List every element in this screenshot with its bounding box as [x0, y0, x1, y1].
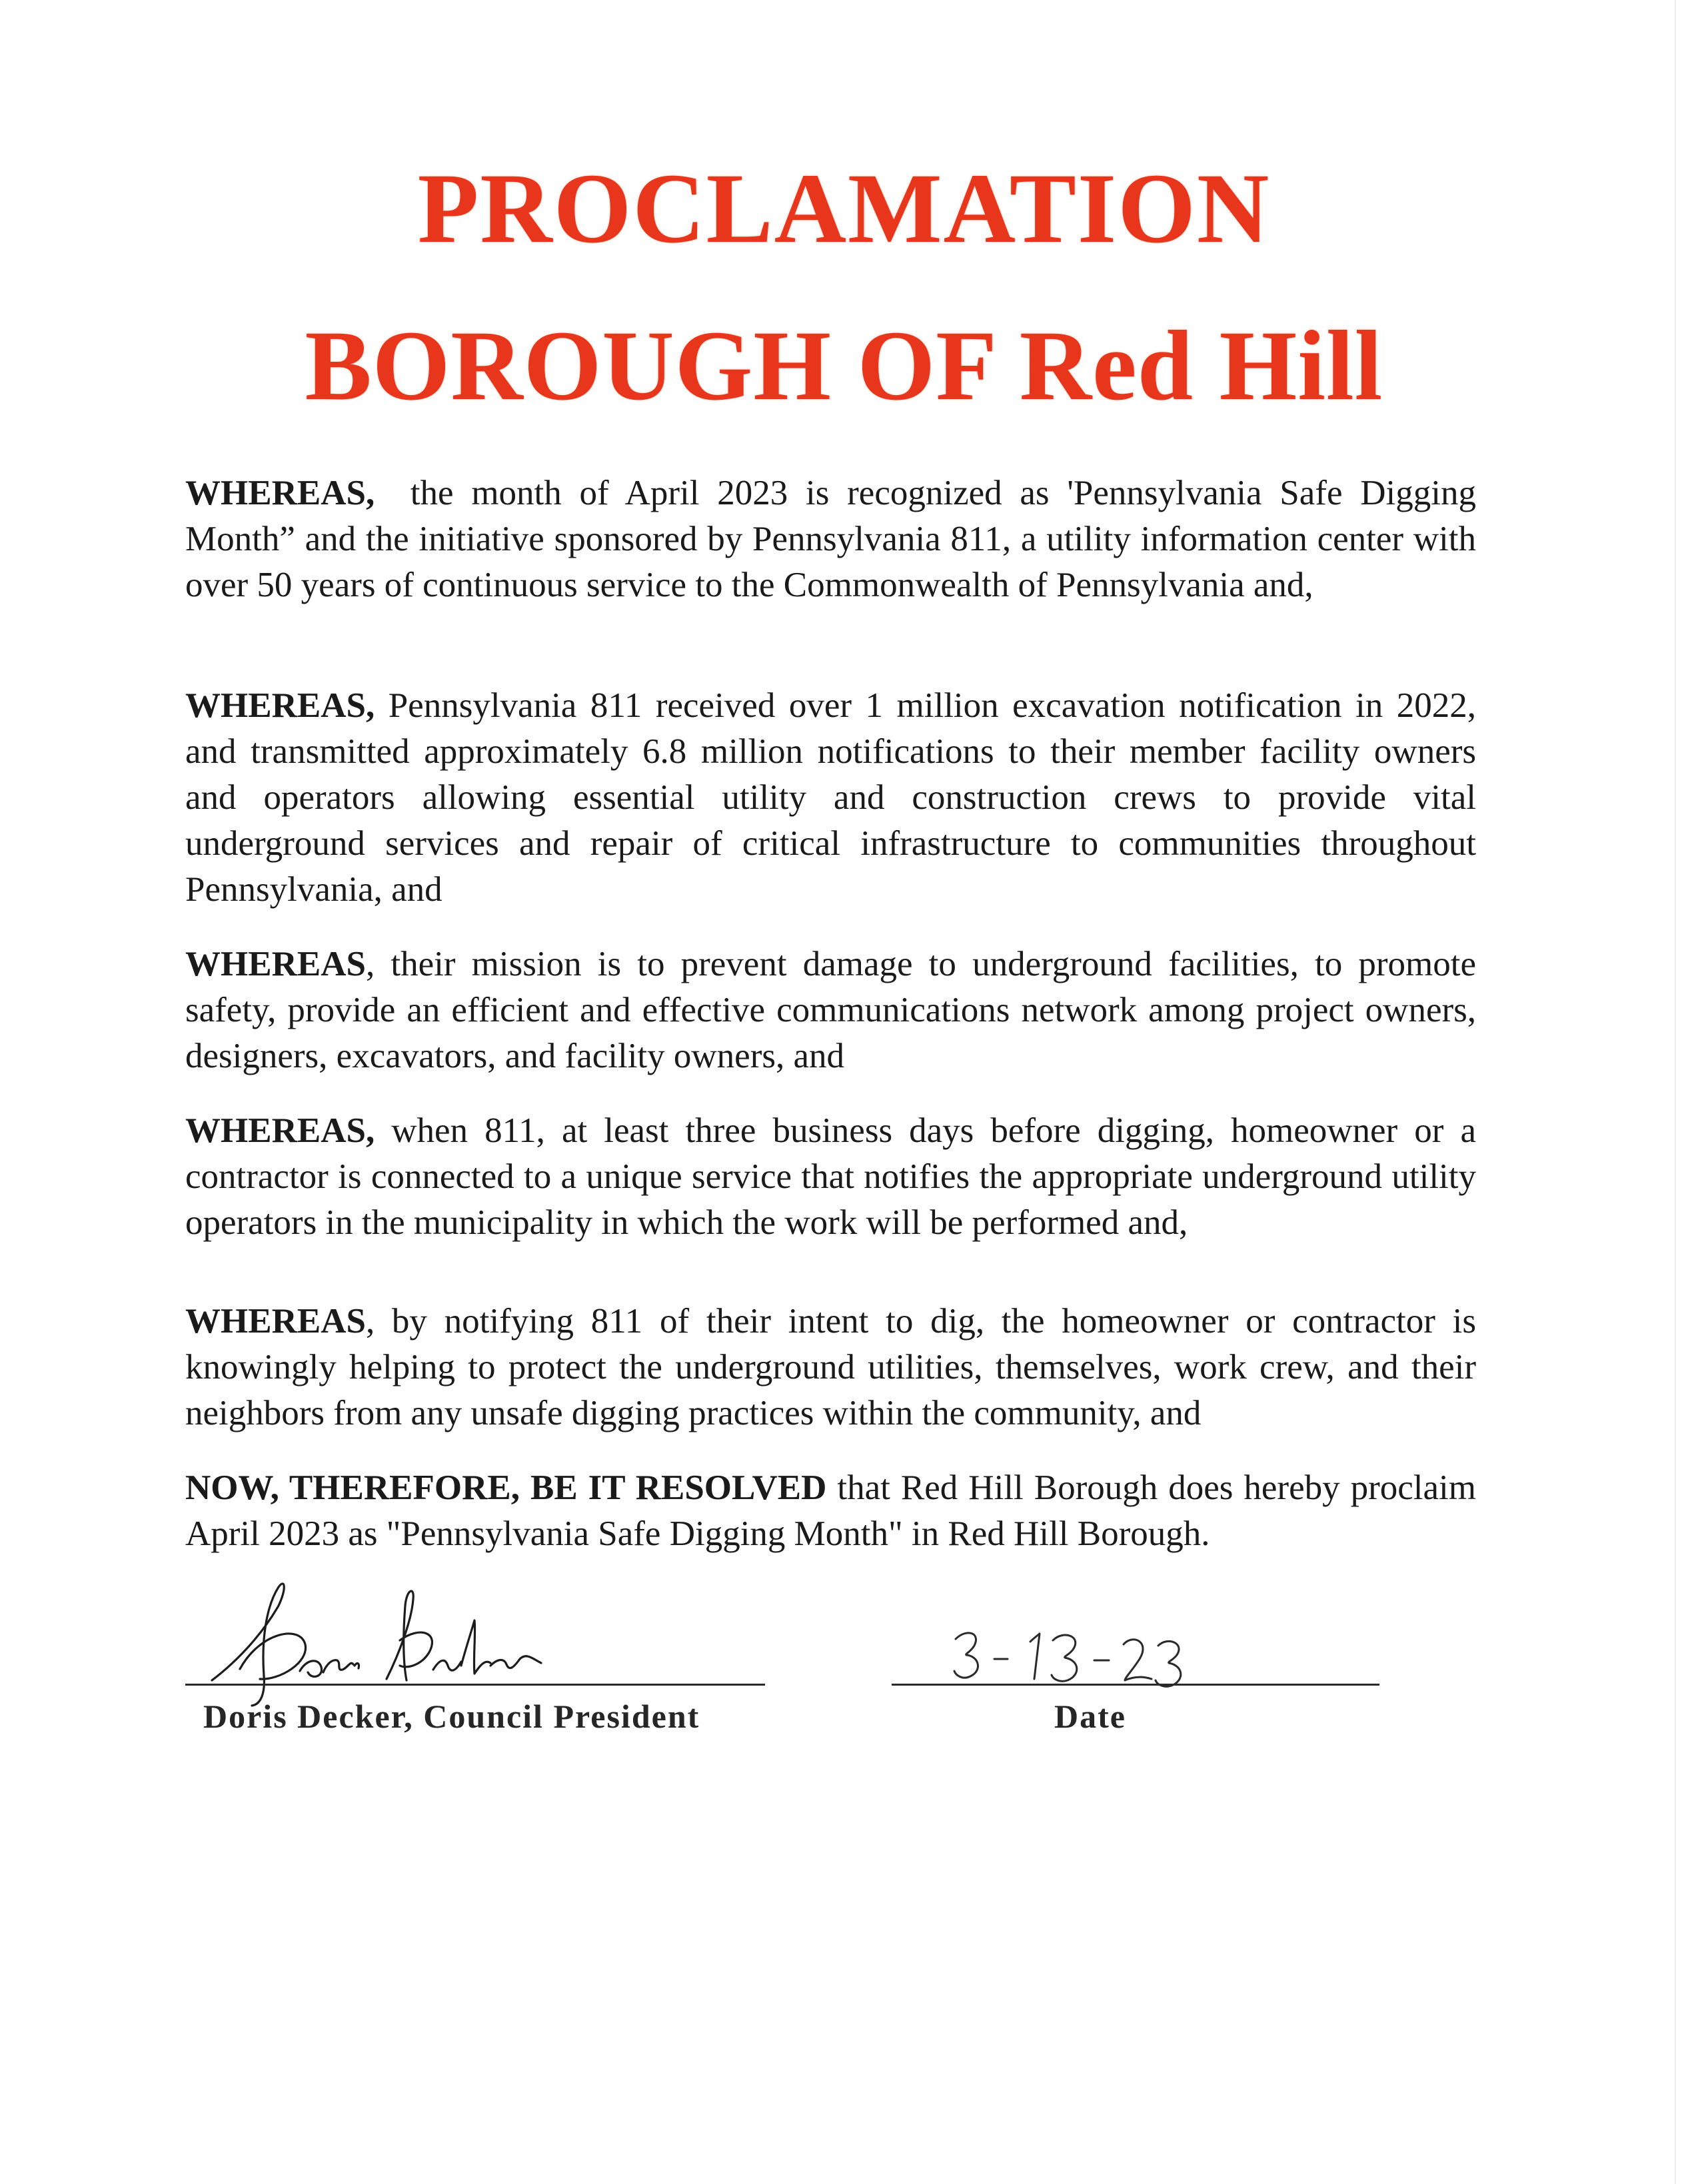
whereas-paragraph-2	[185, 683, 1485, 913]
paragraph-lead: WHEREAS,	[185, 686, 375, 725]
whereas-paragraph-3	[185, 941, 1485, 1079]
signature-line	[185, 1684, 765, 1686]
borough-title: BOROUGH OF Red Hill	[305, 310, 1383, 421]
paragraph-text: that Red Hill Borough does hereby proclaim April 2023 as "Pennsylvania Safe Digging Month" in Red Hill Borough.	[185, 1468, 1483, 1553]
signer-caption: Doris Decker, Council President	[203, 1698, 700, 1735]
proclamation-title: PROCLAMATION	[417, 153, 1271, 264]
paragraph-lead: NOW, THEREFORE, BE IT RESOLVED	[185, 1468, 827, 1507]
whereas-paragraph-1	[185, 470, 1485, 608]
paragraph-lead: WHEREAS	[185, 945, 366, 983]
resolved-paragraph	[185, 1465, 1483, 1557]
paragraph-lead: WHEREAS,	[185, 474, 375, 512]
paragraph-text: Pennsylvania 811 received over 1 million excavation notification in 2022, and transmitted approximately 6.8 million notifications to their member facility owners and operators allowing essential utility and construction crews to provide vital underground services and repair of critical infrastructure to communities throughout Pennsylvania, and	[185, 686, 1485, 909]
whereas-paragraph-5	[185, 1299, 1485, 1436]
handwritten-signature	[200, 1559, 573, 1712]
whereas-paragraph-4	[185, 1108, 1485, 1246]
paragraph-text: the month of April 2023 is recognized as 'Pennsylvania Safe Digging Month” and the initiative sponsored by Pennsylvania 811, a utility information center with over 50 years of continuous service to the Commonwealth of Pennsylvania and,	[185, 474, 1485, 604]
date-caption: Date	[1054, 1698, 1126, 1735]
paragraph-lead: WHEREAS	[185, 1302, 366, 1341]
paragraph-text: , by notifying 811 of their intent to dig, the homeowner or contractor is knowingly helping to protect the underground utilities, themselves, work crew, and their neighbors from any unsafe digging practices within the community, and	[185, 1302, 1485, 1432]
paragraph-text: when 811, at least three business days before digging, homeowner or a contractor is connected to a unique service that notifies the appropriate underground utility operators in the municipality in which the work will be performed and,	[185, 1111, 1485, 1242]
date-line	[892, 1684, 1379, 1686]
paragraph-text: , their mission is to prevent damage to underground facilities, to promote safety, provide an efficient and effective communications network among project owners, designers, excavators, and facility owners, and	[185, 945, 1485, 1075]
paragraph-lead: WHEREAS,	[185, 1111, 375, 1150]
handwritten-date	[946, 1619, 1200, 1692]
